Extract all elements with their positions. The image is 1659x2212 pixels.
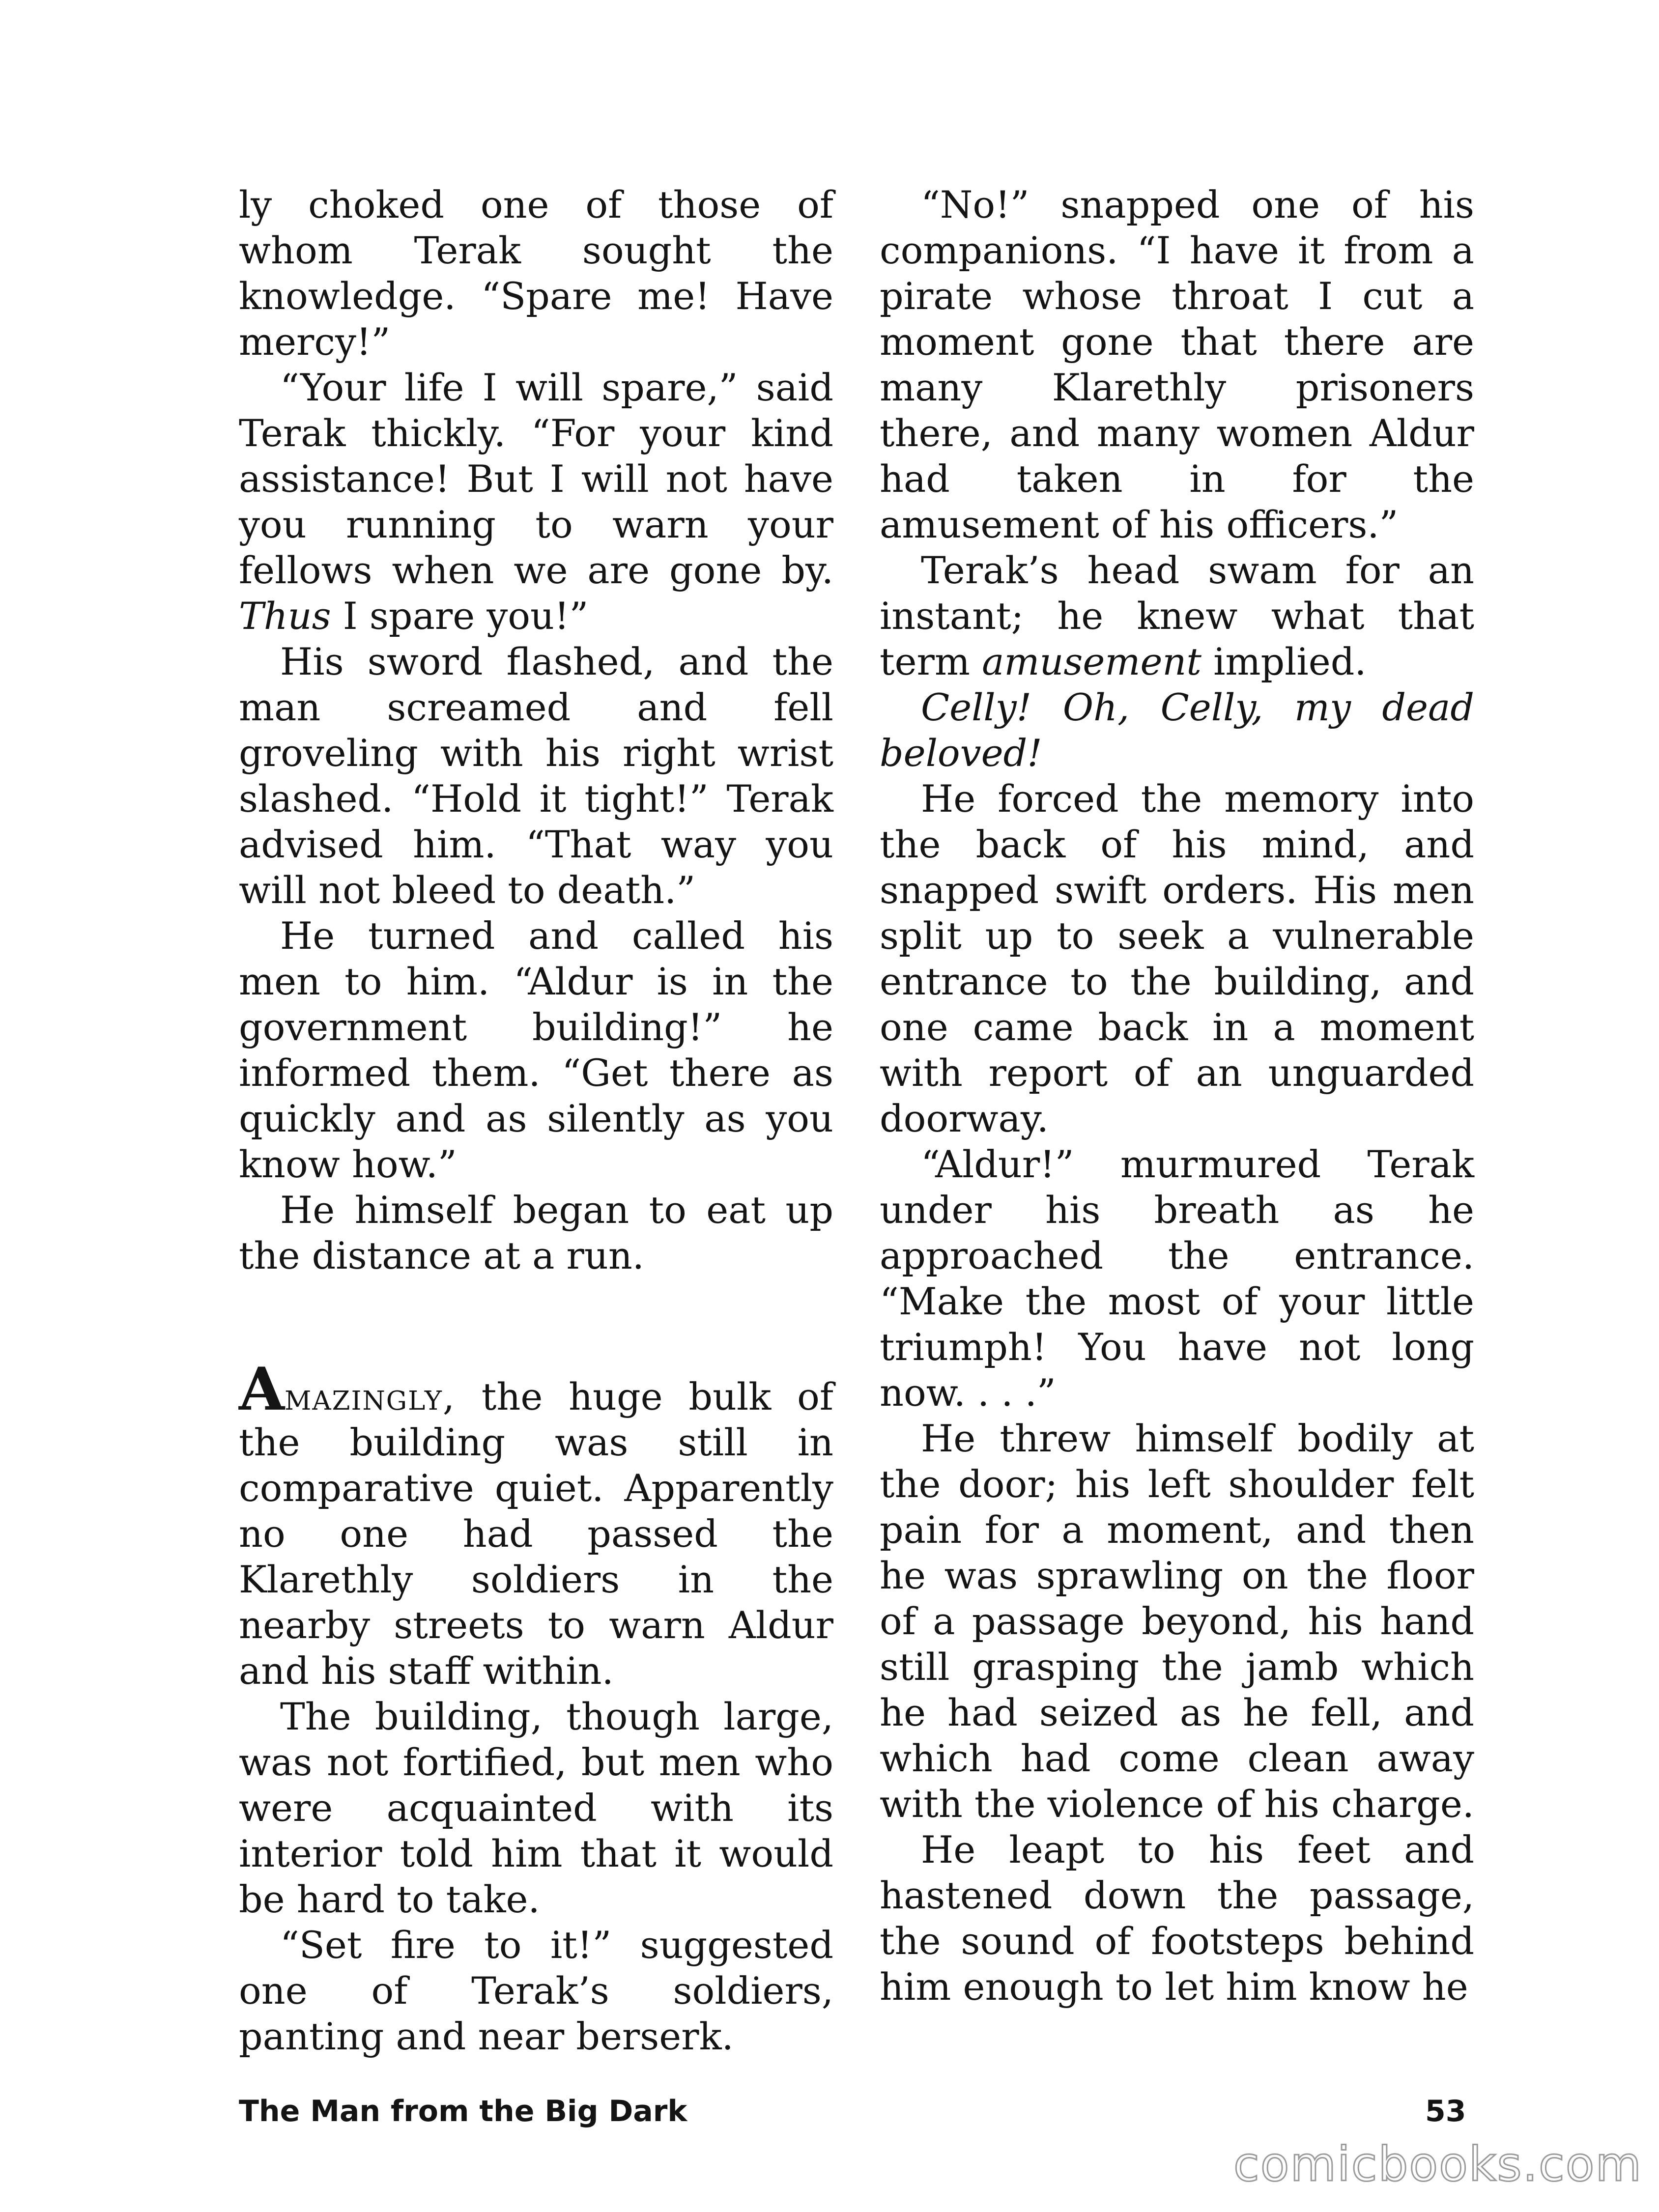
italic-paragraph: Celly! Oh, Celly, my dead beloved! (880, 685, 1474, 775)
right-text-column (880, 182, 1474, 2010)
page-number: 53 (1425, 2094, 1466, 2128)
section-opening-paragraph (239, 1355, 833, 1694)
paragraph: “No!” snapped one of his companions. “I have it from a pirate whose throat I cut a moment gone that there are many Klarethly prisoners there, and many women Aldur had taken in for the amusement of his officers.” (880, 183, 1474, 546)
emphasized-word: Thus (239, 594, 331, 638)
text-run: Terak’s head swam for an instant; he knew what that term (880, 548, 1474, 683)
small-caps-lead: mazingly, (285, 1375, 456, 1418)
paragraph: “Set fire to it!” suggested one of Terak’s soldiers, panting and near berserk. (239, 1923, 833, 2058)
text-run: the huge bulk of the building was still in comparative quiet. Apparently no one had passed the Klarethly soldiers in the nearby streets to warn Aldur and his staff within. (239, 1375, 833, 1693)
paragraph: He threw himself bodily at the door; his left shoulder felt pain for a moment, and then he was sprawling on the floor of a passage beyond, his hand still grasping the jamb which he had seized as he fell, and which had come clean away with the violence of his charge. (880, 1417, 1474, 1826)
text-run: “Your life I will spare,” said Terak thickly. “For your kind assistance! But I will not have you running to warn your fellows when we are gone by. (239, 366, 833, 592)
paragraph: He forced the memory into the back of his mind, and snapped swift orders. His men split up to seek a vulnerable entrance to the building, and one came back in a moment with report of an unguarded doorway. (880, 777, 1474, 1140)
text-run: I spare you!” (331, 594, 589, 638)
emphasized-word: amusement (982, 640, 1201, 683)
left-text-column (239, 182, 833, 2059)
running-footer-title: The Man from the Big Dark (239, 2094, 687, 2128)
paragraph: He himself began to eat up the distance at a run. (239, 1188, 833, 1277)
paragraph: “Aldur!” murmured Terak under his breath as he approached the entrance. “Make the most of your little triumph! You have not long now. . . .” (880, 1142, 1474, 1415)
paragraph: His sword flashed, and the man screamed and fell groveling with his right wrist slashed. “Hold it tight!” Terak advised him. “That way you will not bleed to death.” (239, 640, 833, 912)
text-run: implied. (1201, 640, 1367, 683)
watermark: comicbooks.com (1233, 2137, 1643, 2192)
paragraph: ly choked one of those of whom Terak sought the knowledge. “Spare me! Have mercy!” (239, 183, 833, 364)
paragraph (239, 365, 833, 639)
drop-cap: A (239, 1355, 285, 1424)
paragraph: He leapt to his feet and hastened down the passage, the sound of footsteps behind him enough to let him know he (880, 1828, 1474, 2009)
paragraph: He turned and called his men to him. “Aldur is in the government building!” he informed them. “Get there as quickly and as silently as you know how.” (239, 914, 833, 1186)
paragraph: The building, though large, was not fortified, but men who were acquainted with its interior told him that it would be hard to take. (239, 1695, 833, 1921)
paragraph (880, 547, 1474, 684)
